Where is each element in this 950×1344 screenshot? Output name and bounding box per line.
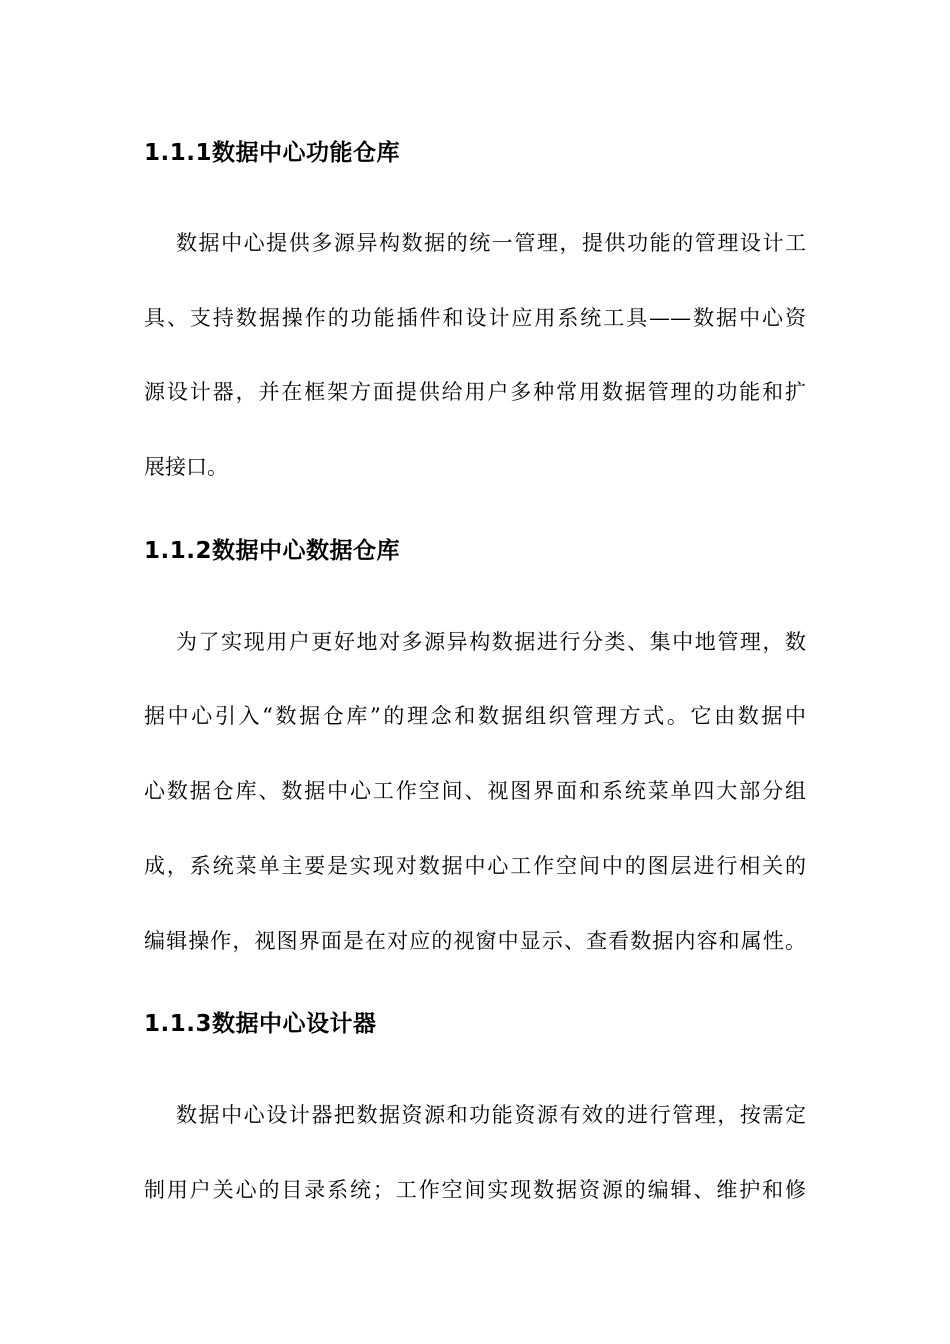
section-3-line-1: 数据中心设计器把数据资源和功能资源有效的进行管理，按需定 [176,1103,806,1127]
section-2-line-4: 成，系统菜单主要是实现对数据中心工作空间中的图层进行相关的 [144,854,806,878]
section-heading-3: 1.1.3数据中心设计器 [144,1011,377,1037]
section-1-line-3: 源设计器，并在框架方面提供给用户多种常用数据管理的功能和扩 [144,380,806,404]
section-3-line-2: 制用户关心的目录系统；工作空间实现数据资源的编辑、维护和修 [144,1178,806,1202]
section-heading-2: 1.1.2数据中心数据仓库 [144,538,400,564]
section-1-line-4: 展接口。 [144,455,228,479]
section-2-line-1: 为了实现用户更好地对多源异构数据进行分类、集中地管理，数 [176,630,806,654]
section-1-line-2: 具、支持数据操作的功能插件和设计应用系统工具——数据中心资 [144,306,806,330]
section-1-line-1: 数据中心提供多源异构数据的统一管理，提供功能的管理设计工 [176,231,806,255]
section-2-line-2: 据中心引入“数据仓库”的理念和数据组织管理方式。它由数据中 [144,704,806,728]
section-2-line-3: 心数据仓库、数据中心工作空间、视图界面和系统菜单四大部分组 [144,779,806,803]
section-heading-1: 1.1.1数据中心功能仓库 [144,140,400,166]
section-2-line-5: 编辑操作，视图界面是在对应的视窗中显示、查看数据内容和属性。 [144,929,806,953]
